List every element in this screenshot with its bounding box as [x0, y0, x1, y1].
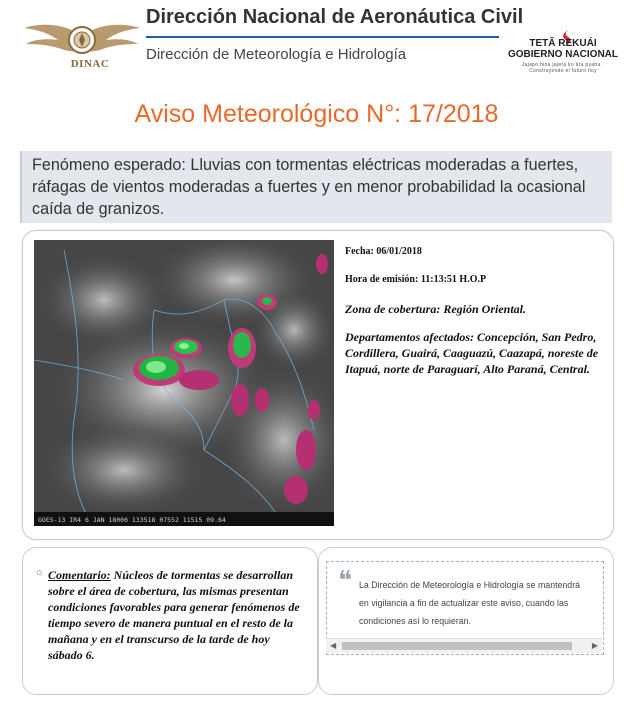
aviso-title: Aviso Meteorológico N°: 17/2018	[134, 100, 499, 128]
page-header	[0, 0, 633, 80]
scroll-thumb[interactable]	[342, 642, 572, 650]
info-block	[345, 246, 605, 377]
comentario-label: Comentario:	[48, 568, 111, 582]
quote-icon: ❝	[338, 566, 352, 595]
zona-cobertura-text: Zona de cobertura: Región Oriental.	[345, 302, 527, 316]
dinac-logo-text: DINAC	[70, 58, 110, 70]
fecha-text: Fecha: 06/01/2018	[345, 246, 422, 257]
gov-logo-top: TETÃ REKUÁI	[529, 38, 597, 49]
comentario-text	[48, 567, 306, 663]
scroll-right-icon[interactable]: ▶	[591, 641, 598, 650]
gov-logo-mid: GOBIERNO NACIONAL	[508, 49, 618, 60]
header-divider	[146, 36, 499, 38]
quote-text: La Dirección de Meteorología e Hidrología se mantendrá en vigilancia a fin de actualizar este aviso, cuando las condiciones así lo requieran.	[359, 580, 581, 626]
satellite-caption: GOES-13 IR4 6 JAN 18006 133518 07552 11515 09.64	[38, 516, 226, 524]
scroll-left-icon[interactable]: ◀	[330, 641, 337, 650]
departamentos-text: Departamentos afectados: Concepción, San Pedro, Cordillera, Guairá, Caaguazú, Caazapá, noreste de Itapuá, norte de Paraguarí, Alto Paraná, Central.	[345, 330, 599, 376]
bullet-icon: ○	[36, 567, 43, 579]
gobierno-nacional-logo	[508, 36, 618, 76]
satellite-image	[34, 240, 334, 526]
satellite-ir-map	[34, 240, 334, 526]
horizontal-scrollbar[interactable]	[326, 638, 602, 653]
fenomeno-text: Fenómeno esperado: Lluvias con tormentas eléctricas moderadas a fuertes, ráfagas de vientos moderadas a fuertes y en menor probabilidad la ocasional caída de granizos.	[32, 156, 586, 218]
fenomeno-box	[20, 151, 612, 223]
hora-emision-text: Hora de emisión: 11:13:51 H.O.P	[345, 274, 487, 285]
org-title: Dirección Nacional de Aeronáutica Civil	[146, 6, 524, 28]
org-subtitle: Dirección de Meteorología e Hidrología	[146, 46, 407, 63]
gov-logo-tagline: Jajapo hina jajerá ko âra pyahu · Construyendo el futuro hoy	[521, 62, 605, 74]
comentario-body: Núcleos de tormentas se desarrollan sobre el área de cobertura, las mismas presentan condiciones favorables para generar fenómenos de tiempo severo de manera puntual en el resto de la mañana y en el transcurso de la tarde de hoy sábado 6.	[48, 568, 300, 662]
